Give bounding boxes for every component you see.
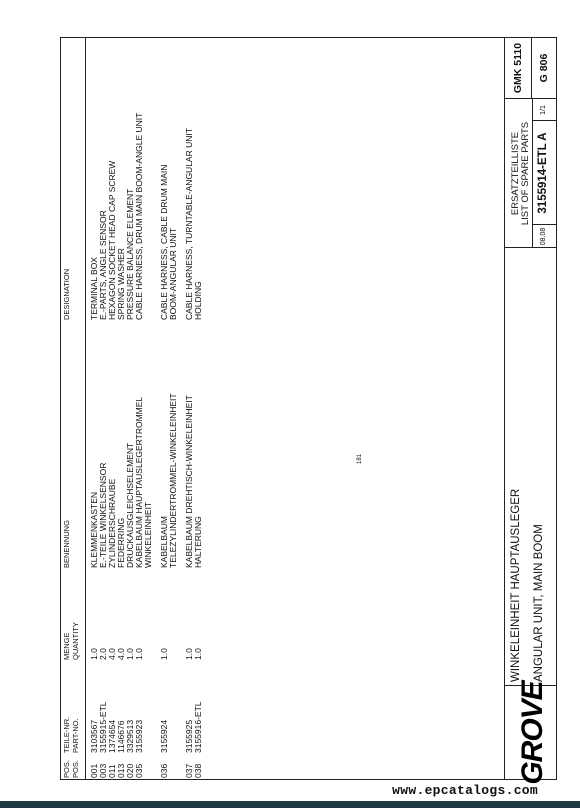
row-designation: SPRING WASHER xyxy=(116,248,126,320)
qty-label-en: QUANTITY xyxy=(70,622,80,660)
header-divider xyxy=(85,37,86,780)
pos-column-header xyxy=(63,760,80,778)
row-benennung: E.-TEILE WINKELSENSOR xyxy=(98,462,108,568)
row-part-number: 3155915-ETL xyxy=(98,701,108,753)
row-pos: 011 xyxy=(107,764,117,778)
row-part-number: 3329513 xyxy=(125,719,135,753)
benennung-column-header xyxy=(63,520,72,568)
row-benennung: KABELBAUM DREHTISCH-WINKELEINHEIT xyxy=(184,395,194,568)
qty-label-de: MENGE xyxy=(62,632,71,660)
row-pos: 013 xyxy=(116,763,126,778)
row-designation: CABLE HARNESS, CABLE DRUM MAIN xyxy=(159,164,169,320)
grove-logo xyxy=(512,681,554,785)
benennung-label: BENENNUNG xyxy=(62,520,71,568)
row-quantity: 1.0 xyxy=(89,648,99,660)
list-title-de: ERSATZTEILLISTE xyxy=(510,131,521,216)
title-block-divider xyxy=(531,37,532,99)
row-quantity: 1.0 xyxy=(125,648,135,660)
row-benennung: KABELBAUM HAUPTAUSLEGERTROMMEL xyxy=(134,396,144,568)
footer-bar xyxy=(0,801,580,808)
row-pos: 035 xyxy=(134,763,144,778)
title-block-divider xyxy=(504,37,505,780)
row-part-number: 3103567 xyxy=(89,719,99,753)
row-designation: E.-PARTS, ANGLE SENSOR xyxy=(98,210,108,320)
row-designation: CABLE HARNESS, TURNTABLE-ANGULAR UNIT xyxy=(184,128,194,320)
row-designation: CABLE HARNESS, DRUM MAIN BOOM-ANGLE UNIT xyxy=(134,112,144,320)
assembly-title-de: WINKELEINHEIT HAUPTAUSLEGER xyxy=(510,488,522,682)
row-designation: HEXAGON SOCKET HEAD CAP SCREW xyxy=(107,160,117,320)
part-label-en: PART-NO. xyxy=(70,718,80,753)
list-title-en: LIST OF SPARE PARTS xyxy=(520,121,531,226)
row-benennung: HALTERUNG xyxy=(193,516,203,568)
row-quantity: 2.0 xyxy=(98,648,108,660)
row-quantity: 4.0 xyxy=(107,648,117,660)
row-part-number: 1146676 xyxy=(116,720,126,753)
row-designation: HOLDING xyxy=(193,281,203,320)
group-number: G 806 xyxy=(538,53,550,83)
row-quantity: 1.0 xyxy=(184,648,194,660)
designation-label: DESIGNATION xyxy=(62,268,71,320)
row-designation: PRESSURE BALANCE ELEMENT xyxy=(125,188,135,320)
row-part-number: 1374654 xyxy=(107,719,117,753)
row-part-number: 3155923 xyxy=(134,719,144,753)
row-pos: 038 xyxy=(193,763,203,778)
row-part-number: 3155925 xyxy=(184,719,194,753)
designation-column-header xyxy=(63,269,72,320)
row-part-number: 3155916-ETL xyxy=(193,701,203,753)
row-benennung-continued: TELEZYLINDERTROMMEL-WINKELEINHEIT xyxy=(168,393,178,568)
document-number: 3155914-ETL A xyxy=(537,132,549,214)
parts-list-page xyxy=(60,37,557,785)
row-benennung: KABELBAUM xyxy=(159,516,169,568)
page-number: 181 xyxy=(357,453,363,464)
pos-label-en: POS. xyxy=(70,760,80,778)
title-block-divider xyxy=(532,99,533,248)
row-quantity: 1.0 xyxy=(159,648,169,660)
row-part-number: 3155924 xyxy=(159,719,169,753)
row-pos: 036 xyxy=(159,763,169,778)
assembly-title-en: ANGULAR UNIT, MAIN BOOM xyxy=(533,524,545,682)
pos-label-de: POS. xyxy=(62,760,71,778)
model-name: GMK 5110 xyxy=(512,42,524,94)
row-designation: TERMINAL BOX xyxy=(89,257,99,320)
row-benennung: ZYLINDERSCHRAUBE xyxy=(107,478,117,568)
row-benennung: KLEMMENKASTEN xyxy=(89,491,99,568)
qty-column-header xyxy=(63,622,80,660)
row-benennung: FEDERRING xyxy=(116,517,126,568)
logo-text: GROVE xyxy=(516,681,549,785)
row-quantity: 4.0 xyxy=(116,648,126,660)
row-designation-continued: BOOM-ANGULAR UNIT xyxy=(168,227,178,320)
row-pos: 020 xyxy=(125,763,135,778)
row-quantity: 1.0 xyxy=(134,648,144,660)
watermark-url: www.epcatalogs.com xyxy=(392,783,538,798)
sheet-number: 1/1 xyxy=(540,105,547,115)
row-pos: 001 xyxy=(89,763,99,778)
row-benennung: DRUCKAUSGLEICHSELEMENT xyxy=(125,442,135,568)
row-benennung-continued: WINKELEINHEIT xyxy=(143,501,153,568)
part-label-de: TEILE-NR. xyxy=(62,716,71,753)
row-pos: 003 xyxy=(98,763,108,778)
row-quantity: 1.0 xyxy=(193,648,203,660)
part-column-header xyxy=(63,717,80,753)
issue-date: 08.08 xyxy=(540,227,547,246)
row-pos: 037 xyxy=(184,763,194,778)
